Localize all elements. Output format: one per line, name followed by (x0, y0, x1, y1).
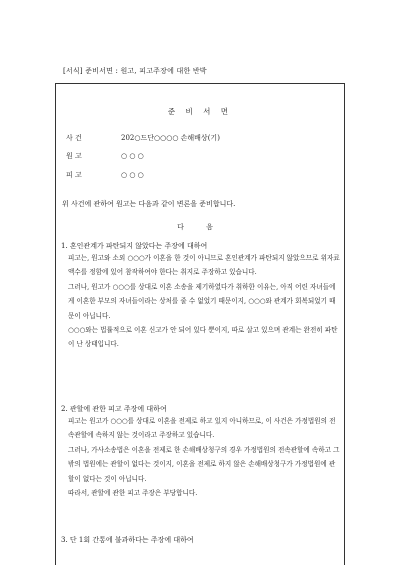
plaintiff-value: ○ ○ ○ (121, 152, 144, 160)
section-2-paragraphs (68, 414, 340, 500)
section-1-para-3: ○○○와는 법률적으로 이혼 신고가 안 되어 있다 뿐이지, 따로 살고 있으며 관계는 완전히 파탄이 난 상태입니다. (68, 326, 338, 349)
section-2-para-1: 피고는 원고가 ○○○를 상대로 이혼을 전제로 하고 있지 아니하므로, 이 사건은 가정법원의 전속관할에 속하지 않는 것이라고 주장하고 있습니다. (68, 417, 336, 440)
section-2-para-3: 따라서, 관할에 관한 피고 주장은 부당합니다. (68, 489, 198, 498)
document-title: 준 비 서 면 (167, 107, 233, 116)
section-1-paragraphs (68, 251, 340, 352)
section-1-para-1: 피고는, 원고와 소외 ○○○가 이혼을 한 것이 아니므로 혼인관계가 파탄되지 않았으므로 위자료 액수를 정함에 있어 참작하여야 한다는 취지로 주장하고 있습니다. (68, 254, 340, 277)
case-value: 202○드단○○○○ 손해배상(기) (121, 134, 220, 142)
case-row (66, 133, 220, 143)
intro-text: 위 사건에 관하여 원고는 다음과 같이 변론을 준비합니다. (62, 200, 236, 208)
plaintiff-label: 원 고 (66, 152, 82, 160)
defendant-value: ○ ○ ○ (121, 171, 144, 179)
case-label: 사 건 (66, 134, 82, 142)
document-body (55, 83, 345, 565)
defendant-label: 피 고 (66, 171, 82, 179)
section-2-title: 2. 관할에 관한 피고 주장에 대하여 (61, 405, 167, 413)
section-1-title: 1. 혼인관계가 파탄되지 않았다는 주장에 대하여 (61, 242, 208, 250)
document-header: [서식] 준비서면 : 원고, 피고주장에 대한 반박 (63, 67, 207, 75)
defendant-row (66, 170, 144, 180)
section-3-title: 3. 단 1회 간통에 불과하다는 주장에 대하여 (61, 536, 194, 544)
section-2-para-2: 그러나, 가사소송법은 이혼을 전제로 한 손해배상청구의 경우 가정법원의 전속관할에 속하고 그 밖의 법원에는 관할이 없다는 것이지, 이혼을 전제로 하지 않은 손해배상청구가 가정법원에 관할이 없다는 것이 아닙니다. (68, 445, 340, 483)
plaintiff-row (66, 151, 144, 161)
section-1-para-2: 그러나, 원고가 ○○○를 상대로 이혼 소송을 제기하였다가 취하한 이유는, 아직 어린 자녀들에게 이혼한 부모의 자녀들이라는 상처를 줄 수 없었기 때문이지, ○○○와 관계가 회복되었기 때문이 아닙니다. (68, 282, 336, 320)
section-heading: 다 음 (177, 223, 223, 231)
